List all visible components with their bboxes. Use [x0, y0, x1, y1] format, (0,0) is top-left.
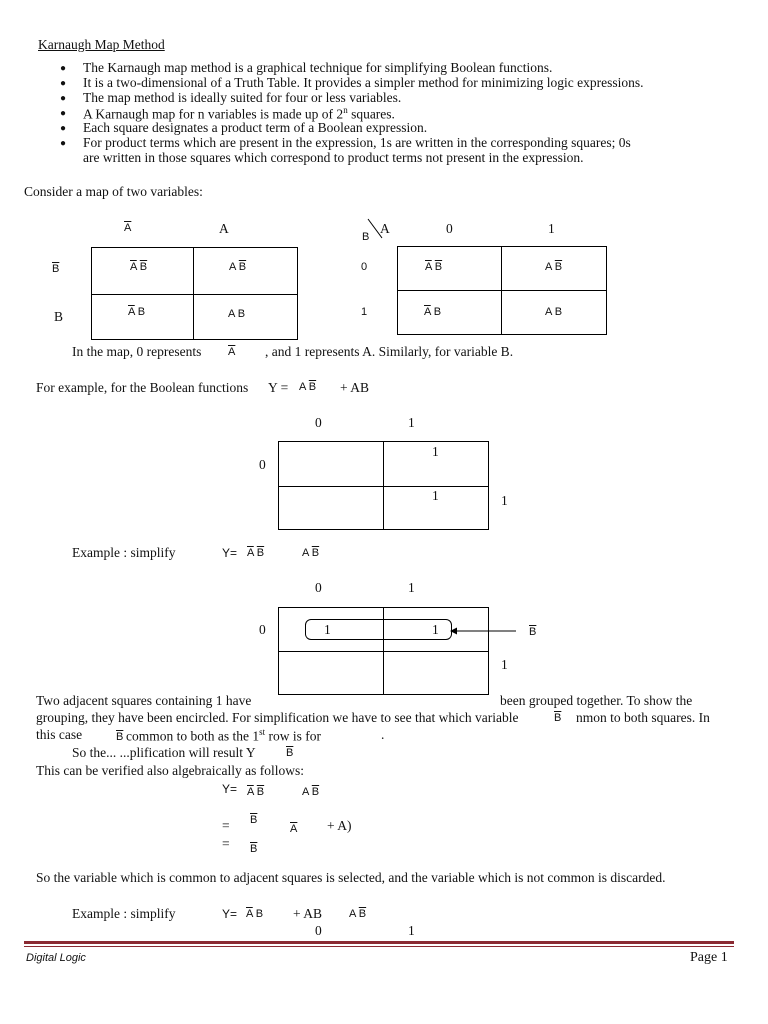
function-term: A $\overline{B}$ [349, 908, 367, 920]
paragraph-line: been grouped together. To show the [500, 693, 693, 708]
example-text: For example, for the Boolean functions [36, 380, 249, 395]
cell-term: $\overline{A}$ B [128, 306, 146, 318]
bullet-dot: ● [60, 78, 67, 89]
bullet-dot: ● [60, 108, 67, 119]
bullet-text: It is a two-dimensional of a Truth Table. It provides a simpler method for minimizing logic expressions. [83, 75, 644, 90]
b-bar-term: $\overline{B}$ [250, 814, 258, 826]
col-header-1: 1 [548, 221, 555, 236]
a-bar-term: $\overline{A}$ [228, 346, 236, 358]
function-term: + AB [340, 380, 369, 395]
bullet-text: The Karnaugh map method is a graphical technique for simplifying Boolean functions. [83, 60, 553, 75]
bullet-text: Each square designates a product term of a Boolean expression. [83, 120, 428, 135]
col-header-1: 1 [408, 580, 415, 595]
cell-value: 1 [432, 622, 439, 637]
bullet-dot: ● [60, 93, 67, 104]
conclusion-text: So the variable which is common to adjacent squares is selected, and the variable which is not common is discarded. [36, 870, 666, 885]
paragraph-line: grouping, they have been encircled. For simplification we have to see that which variable [36, 710, 519, 725]
b-bar-term: $\overline{B}$ [250, 843, 258, 855]
corner-b: B [362, 231, 370, 243]
in-map-text: , and 1 represents A. Similarly, for variable B. [265, 344, 514, 359]
function-term: A $\overline{B}$ [302, 547, 320, 559]
example-label: Example : simplify [72, 906, 176, 921]
page-title: Karnaugh Map Method [38, 37, 165, 52]
col-header-1: 1 [408, 415, 415, 430]
cell-term: $\overline{A}$ $\overline{B}$ [130, 261, 148, 273]
grid-line [91, 294, 298, 295]
cell-value: 1 [432, 488, 439, 503]
col-header-0: 0 [315, 580, 322, 595]
bullet-text: are written in those squares which correspond to product terms not present in the expression. [83, 150, 584, 165]
paragraph-line: Two adjacent squares containing 1 have [36, 693, 252, 708]
paragraph-line: common to both as the 1st row is for [126, 727, 321, 744]
col-header-0: 0 [315, 923, 322, 938]
function-term: A $\overline{B}$ [299, 381, 317, 393]
corner-a: A [380, 221, 390, 236]
a-bar-term: $\overline{A}$ [290, 823, 298, 835]
b-bar-term: $\overline{B}$ [116, 731, 124, 743]
col-header-1: 1 [408, 923, 415, 938]
grid-line [278, 486, 489, 487]
footer-rule [24, 941, 734, 944]
arrow-label: $\overline{B}$ [529, 626, 537, 638]
paragraph-line: This can be verified also algebraically as follows: [36, 763, 305, 778]
cell-term: A B [228, 308, 246, 320]
bullet-dot: ● [60, 138, 67, 149]
function-term: + AB [293, 906, 322, 921]
row-header-0: 0 [259, 622, 266, 637]
row-header-1: 1 [501, 493, 508, 508]
function-term: $\overline{A}$ $\overline{B}$ [247, 547, 265, 559]
arrow-icon [450, 625, 518, 637]
cell-term: $\overline{A}$ B [424, 306, 442, 318]
row-header-0: 0 [361, 261, 368, 273]
cell-value: 1 [324, 622, 331, 637]
expression-part: + A) [327, 818, 352, 833]
function-term: $\overline{A}$ B [246, 908, 264, 920]
example-label: Example : simplify [72, 545, 176, 560]
function-y: Y= [222, 546, 238, 560]
b-bar-term: $\overline{B}$ [554, 712, 562, 724]
cell-term: A $\overline{B}$ [545, 261, 563, 273]
function-term: $\overline{A}$ $\overline{B}$ [247, 786, 265, 798]
cell-term: A B [545, 306, 563, 318]
bullet-text: A Karnaugh map for n variables is made up of 2$^n$ squares. [83, 105, 395, 122]
function-y: Y= [222, 907, 238, 921]
col-header-a: A [219, 221, 229, 236]
grid-line [278, 651, 489, 652]
equals-sign: = [222, 836, 230, 851]
function-y: Y = [268, 380, 289, 395]
row-header-0: 0 [259, 457, 266, 472]
cell-term: A $\overline{B}$ [229, 261, 247, 273]
consider-text: Consider a map of two variables: [24, 184, 203, 199]
in-map-text: In the map, 0 represents [72, 344, 202, 359]
superscript: n [343, 105, 348, 115]
bullet-text: For product terms which are present in the expression, 1s are written in the corresponding squares; 0s [83, 135, 631, 150]
bullet-dot: ● [60, 63, 67, 74]
footer-rule [24, 946, 734, 947]
paragraph-line: nmon to both squares. In [576, 710, 710, 725]
function-y: Y= [222, 782, 238, 796]
col-header-0: 0 [315, 415, 322, 430]
col-header-0: 0 [446, 221, 453, 236]
paragraph-line: this case [36, 727, 83, 742]
page-number: Page 1 [690, 950, 728, 965]
grid-line [397, 290, 607, 291]
cell-term: $\overline{A}$ $\overline{B}$ [425, 261, 443, 273]
paragraph-line: . [381, 727, 385, 742]
row-header-1: 1 [361, 306, 368, 318]
cell-value: 1 [432, 444, 439, 459]
bullet-text: The map method is ideally suited for four or less variables. [83, 90, 402, 105]
b-bar-term: $\overline{B}$ [286, 747, 294, 759]
paragraph-line: So the... ...plification will result Y [72, 745, 256, 760]
footer-title: Digital Logic [26, 952, 86, 964]
row-header-b-bar: $\overline{B}$ [52, 263, 60, 275]
row-header-b: B [54, 309, 64, 324]
col-header-a-bar: $\overline{A}$ [124, 222, 132, 234]
bullet-dot: ● [60, 123, 67, 134]
row-header-1: 1 [501, 657, 508, 672]
function-term: A $\overline{B}$ [302, 786, 320, 798]
equals-sign: = [222, 818, 230, 833]
